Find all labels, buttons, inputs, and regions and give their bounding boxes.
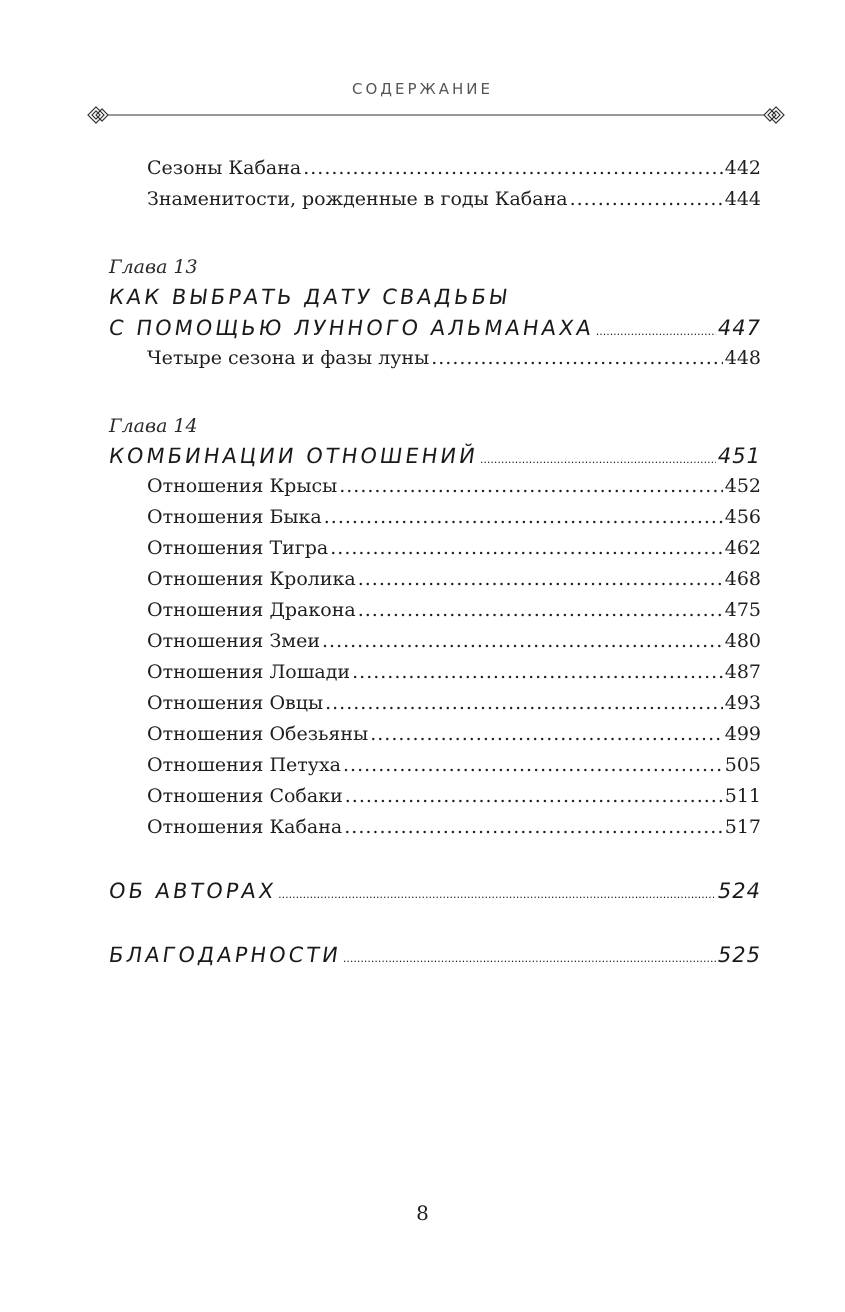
toc-entry-title: Четыре сезона и фазы луны <box>147 347 430 369</box>
toc-entry-title: Отношения Лошади <box>147 661 351 683</box>
toc-entry-boar[interactable] <box>147 816 761 838</box>
dot-leader <box>344 816 722 838</box>
dot-leader <box>303 157 723 179</box>
toc-entry-sheep[interactable] <box>147 692 761 714</box>
toc-entry-four-seasons[interactable] <box>147 347 761 369</box>
toc-entry-rat[interactable] <box>147 475 761 497</box>
chapter-14-title: КОМБИНАЦИИ ОТНОШЕНИЙ <box>107 444 480 468</box>
dot-leader <box>358 568 723 590</box>
toc-entry-title: Знаменитости, рожденные в годы Кабана <box>147 188 568 210</box>
page-number: 8 <box>416 1201 429 1225</box>
dot-leader <box>343 754 723 776</box>
toc-entry-title: Отношения Змеи <box>147 630 320 652</box>
dot-leader <box>345 785 723 807</box>
chapter-14-label: Глава 14 <box>109 415 198 437</box>
toc-entry-page: 475 <box>724 599 761 621</box>
toc-entry-title: Отношения Быка <box>147 506 322 528</box>
acknowledgements-page: 525 <box>717 943 761 967</box>
ornamental-divider <box>86 103 786 127</box>
toc-entry-title: Отношения Тигра <box>147 537 329 559</box>
toc-entry-rooster[interactable] <box>147 754 761 776</box>
toc-entry-page: 462 <box>724 537 761 559</box>
toc-entry-title: Отношения Собаки <box>147 785 343 807</box>
toc-entry-page: 452 <box>724 475 761 497</box>
toc-entry-page: 493 <box>724 692 761 714</box>
toc-entry-boar-seasons[interactable] <box>147 157 761 179</box>
dot-leader <box>325 692 723 714</box>
toc-entry-dog[interactable] <box>147 785 761 807</box>
toc-entry-page: 468 <box>724 568 761 590</box>
about-authors-title: ОБ АВТОРАХ <box>107 879 278 903</box>
dot-leader <box>596 316 716 340</box>
toc-entry-page: 480 <box>724 630 761 652</box>
dot-leader <box>343 943 716 967</box>
dot-leader <box>431 347 723 369</box>
dot-leader <box>570 188 723 210</box>
chapter-13-page: 447 <box>717 316 761 340</box>
acknowledgements-title: БЛАГОДАРНОСТИ <box>107 943 343 967</box>
chapter-14-page: 451 <box>717 444 761 468</box>
toc-entry-dragon[interactable] <box>147 599 761 621</box>
dot-leader <box>370 723 723 745</box>
dot-leader <box>358 599 723 621</box>
toc-entry-rabbit[interactable] <box>147 568 761 590</box>
toc-entry-boar-celebrities[interactable] <box>147 188 761 210</box>
toc-entry-title: Отношения Дракона <box>147 599 356 621</box>
chapter-14-title-row[interactable] <box>109 444 761 468</box>
dot-leader <box>324 506 723 528</box>
toc-entry-page: 505 <box>724 754 761 776</box>
toc-entry-page: 487 <box>724 661 761 683</box>
toc-entry-page: 442 <box>724 157 761 179</box>
left-knot-ornament-icon <box>88 107 108 123</box>
toc-entry-page: 444 <box>724 188 761 210</box>
toc-entry-monkey[interactable] <box>147 723 761 745</box>
toc-entry-title: Отношения Кролика <box>147 568 356 590</box>
about-authors-row[interactable] <box>109 879 761 903</box>
dot-leader <box>352 661 723 683</box>
dot-leader <box>278 879 716 903</box>
toc-entry-page: 517 <box>724 816 761 838</box>
acknowledgements-row[interactable] <box>109 943 761 967</box>
chapter-13-label: Глава 13 <box>109 256 198 278</box>
toc-entry-snake[interactable] <box>147 630 761 652</box>
toc-entry-title: Отношения Кабана <box>147 816 343 838</box>
toc-entry-title: Отношения Обезьяны <box>147 723 369 745</box>
toc-entry-title: Отношения Овцы <box>147 692 324 714</box>
toc-entry-page: 499 <box>724 723 761 745</box>
toc-entry-ox[interactable] <box>147 506 761 528</box>
chapter-13-title-line2: С ПОМОЩЬЮ ЛУННОГО АЛЬМАНАХА <box>107 316 596 340</box>
toc-entry-page: 511 <box>724 785 761 807</box>
dot-leader <box>480 444 716 468</box>
toc-entry-horse[interactable] <box>147 661 761 683</box>
chapter-13-title-line2-row[interactable] <box>109 316 761 340</box>
toc-entry-title: Сезоны Кабана <box>147 157 302 179</box>
toc-entry-page: 456 <box>724 506 761 528</box>
dot-leader <box>322 630 723 652</box>
running-header: СОДЕРЖАНИЕ <box>352 80 493 98</box>
dot-leader <box>330 537 723 559</box>
toc-entry-page: 448 <box>724 347 761 369</box>
chapter-13-title-line1[interactable]: КАК ВЫБРАТЬ ДАТУ СВАДЬБЫ <box>107 285 513 309</box>
right-knot-ornament-icon <box>764 107 784 123</box>
toc-entry-title: Отношения Петуха <box>147 754 341 776</box>
dot-leader <box>339 475 723 497</box>
toc-entry-tiger[interactable] <box>147 537 761 559</box>
toc-entry-title: Отношения Крысы <box>147 475 338 497</box>
about-authors-page: 524 <box>717 879 761 903</box>
